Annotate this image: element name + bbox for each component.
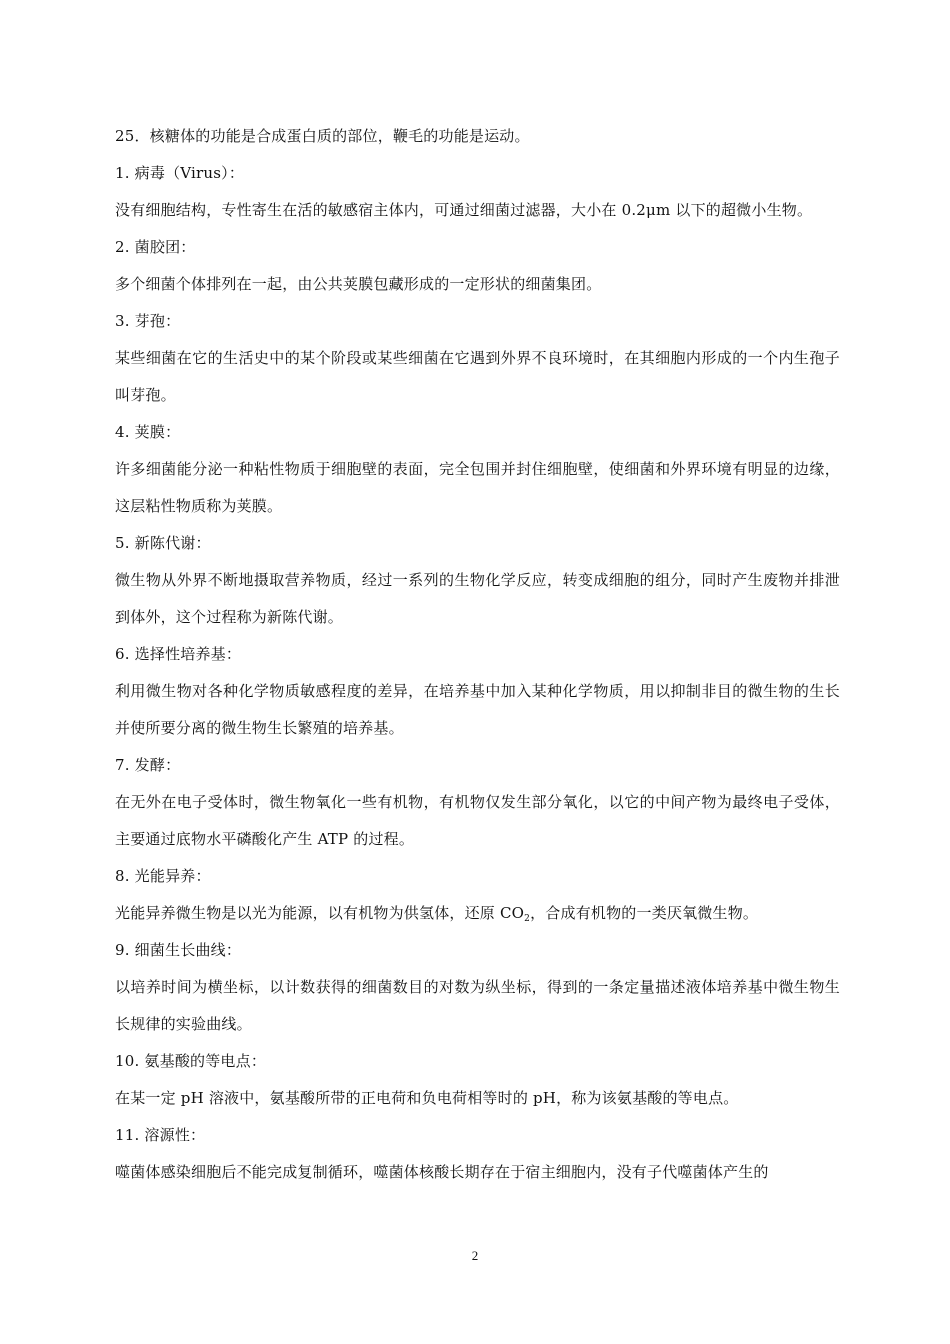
- term-heading: 6. 选择性培养基：: [115, 645, 242, 663]
- term-definition: 多个细菌个体排列在一起，由公共荚膜包藏形成的一定形状的细菌集团。: [115, 275, 602, 293]
- term-definition: 利用微生物对各种化学物质敏感程度的差异，在培养基中加入某种化学物质，用以抑制非目的微生物的生长并使所要分离的微生物生长繁殖的培养基。: [115, 682, 840, 737]
- term-definition: 在某一定 pH 溶液中，氨基酸所带的正电荷和负电荷相等时的 pH，称为该氨基酸的等电点。: [115, 1089, 739, 1107]
- term-definition: 许多细菌能分泌一种粘性物质于细胞壁的表面，完全包围并封住细胞壁，使细菌和外界环境有明显的边缘，这层粘性物质称为荚膜。: [115, 460, 840, 515]
- term-heading: 2. 菌胶团：: [115, 238, 196, 256]
- term-heading: 9. 细菌生长曲线：: [115, 941, 242, 959]
- term-heading: 5. 新陈代谢：: [115, 534, 211, 552]
- term-definition: [115, 895, 840, 932]
- paragraph: 25．核糖体的功能是合成蛋白质的部位，鞭毛的功能是运动。: [115, 127, 530, 145]
- term-heading: 1. 病毒（Virus）：: [115, 164, 245, 182]
- term-heading: 10. 氨基酸的等电点：: [115, 1052, 267, 1070]
- term-definition: 微生物从外界不断地摄取营养物质，经过一系列的生物化学反应，转变成细胞的组分，同时产生废物并排泄到体外，这个过程称为新陈代谢。: [115, 571, 840, 626]
- subscript: 2: [524, 914, 531, 924]
- definition-text-after: ，合成有机物的一类厌氧微生物。: [530, 904, 759, 922]
- term-heading: 7. 发酵：: [115, 756, 181, 774]
- term-definition: 在无外在电子受体时，微生物氧化一些有机物，有机物仅发生部分氧化，以它的中间产物为最终电子受体，主要通过底物水平磷酸化产生 ATP 的过程。: [115, 793, 840, 848]
- term-definition: 没有细胞结构，专性寄生在活的敏感宿主体内，可通过细菌过滤器，大小在 0.2μm 以下的超微小生物。: [115, 201, 813, 219]
- term-heading: 4. 荚膜：: [115, 423, 181, 441]
- definition-text-before: 光能异养微生物是以光为能源，以有机物为供氢体，还原 CO: [115, 904, 525, 922]
- term-heading: 3. 芽孢：: [115, 312, 181, 330]
- term-definition: 噬菌体感染细胞后不能完成复制循环，噬菌体核酸长期存在于宿主细胞内，没有子代噬菌体产生的: [115, 1163, 769, 1181]
- term-definition: 某些细菌在它的生活史中的某个阶段或某些细菌在它遇到外界不良环境时，在其细胞内形成的一个内生孢子叫芽孢。: [115, 349, 840, 404]
- document-body: [115, 118, 840, 1191]
- term-heading: 11. 溶源性：: [115, 1126, 206, 1144]
- page-number: 2: [471, 1248, 479, 1263]
- term-heading: 8. 光能异养：: [115, 867, 211, 885]
- term-definition: 以培养时间为横坐标，以计数获得的细菌数目的对数为纵坐标，得到的一条定量描述液体培养基中微生物生长规律的实验曲线。: [115, 978, 840, 1033]
